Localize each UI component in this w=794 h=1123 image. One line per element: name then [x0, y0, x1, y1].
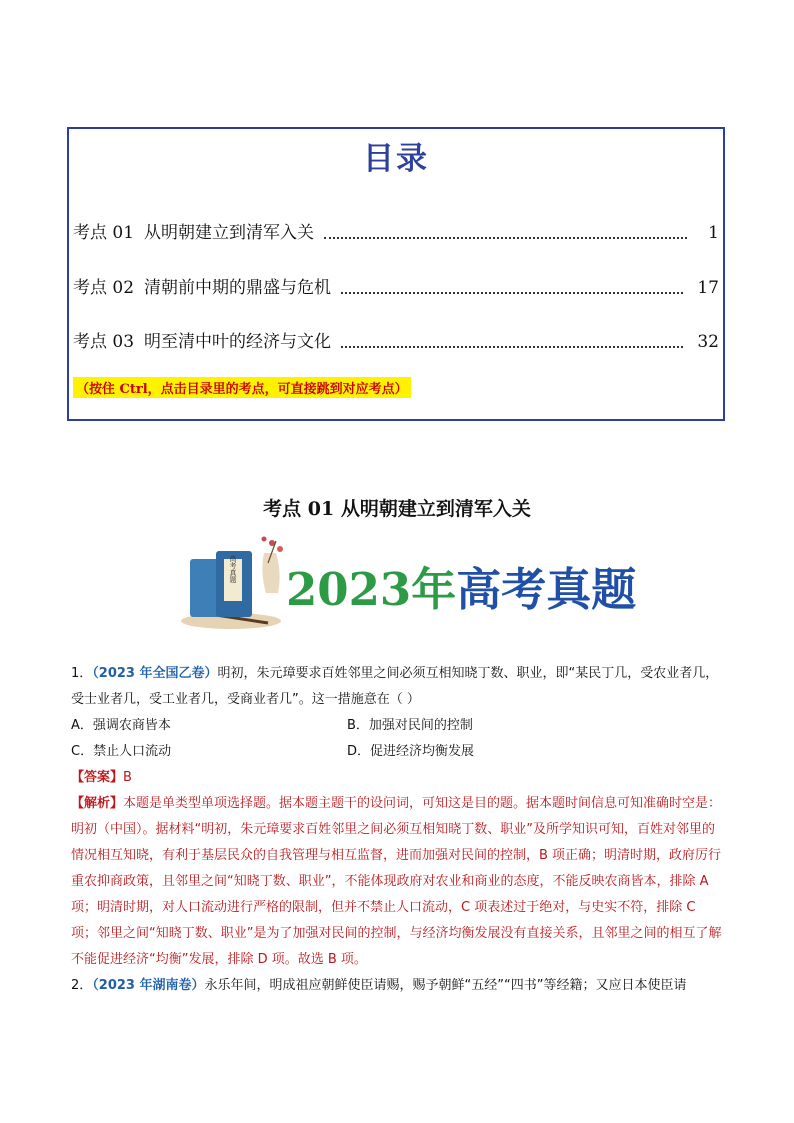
- toc-item-number: 考点 01: [73, 223, 135, 243]
- toc-leader-dots: [341, 292, 683, 294]
- toc-item-2[interactable]: [73, 272, 719, 298]
- book-label: 高考真题: [229, 555, 237, 583]
- question-number: 1．: [71, 666, 93, 681]
- question-1-stem: [71, 661, 723, 713]
- toc-item-title: 清朝前中期的鼎盛与危机: [144, 278, 332, 298]
- banner-exam: 高考真题: [456, 563, 637, 616]
- toc-title: 目录: [363, 141, 429, 177]
- question-source: （2023 年湖南卷）: [92, 978, 205, 993]
- banner-year: 2023年: [286, 563, 457, 616]
- question-2-stem: [71, 973, 723, 999]
- toc-leader-dots: [324, 237, 687, 239]
- toc-instruction-note: （按住 Ctrl，点击目录里的考点，可直接跳到对应考点）: [73, 377, 411, 398]
- toc-item-page: 17: [697, 278, 719, 298]
- question-text: 永乐年间，明成祖应朝鲜使臣请赐，赐予朝鲜“五经”“四书”等经籍；又应日本使臣请: [204, 978, 687, 993]
- toc-item-number: 考点 03: [73, 332, 135, 352]
- question-content: [71, 661, 723, 999]
- toc-box: [67, 127, 725, 421]
- toc-item-page: 32: [697, 332, 719, 352]
- toc-item-1[interactable]: [73, 217, 719, 243]
- options-row-1: [71, 713, 723, 739]
- toc-item-title: 明至清中叶的经济与文化: [144, 332, 332, 352]
- analysis-tag: 【解析】: [71, 796, 124, 811]
- books-icon: [176, 533, 296, 633]
- toc-item-3[interactable]: [73, 326, 719, 352]
- question-source: （2023 年全国乙卷）: [92, 666, 218, 681]
- question-number: 2．: [71, 978, 93, 993]
- analysis-text: 本题是单类型单项选择题。据本题主题干的设问词，可知这是目的题。据本题时间信息可知准确时空是：明初（中国）。据材料“明初，朱元璋要求百姓邻里之间必须互相知晓丁数、职业”及所学知识可知，百姓对邻里的情况相互知晓，有利于基层民众的自我管理与相互监督，进而加强对民间的控制，B 项正确；明清时期，政府厉行重农抑商政策，且邻里之间“知晓丁数、职业”，不能体现政府对农业和商业的态度，不能反映农商皆本，排除 A 项；明清时期，对人口流动进行严格的限制，但并不禁止人口流动，C 项表述过于绝对，与史实不符，排除 C 项；邻里之间“知晓丁数、职业”是为了加强对民间的控制，与经济均衡发展没有直接关系，且邻里之间的相互了解不能促进经济“均衡”发展，排除 D 项。故选 B 项。: [71, 796, 722, 967]
- toc-leader-dots: [341, 346, 683, 348]
- options-row-2: [71, 739, 723, 765]
- toc-item-title: 从明朝建立到清军入关: [144, 223, 315, 243]
- toc-item-page: 1: [708, 223, 719, 243]
- option-d[interactable]: D．促进经济均衡发展: [347, 744, 475, 759]
- option-b[interactable]: B．加强对民间的控制: [347, 718, 473, 733]
- option-a[interactable]: A．强调农商皆本: [71, 718, 171, 733]
- exam-banner: [176, 533, 637, 633]
- toc-item-number: 考点 02: [73, 278, 135, 298]
- option-c[interactable]: C．禁止人口流动: [71, 744, 172, 759]
- section-heading: 考点 01 从明朝建立到清军入关: [263, 498, 531, 520]
- answer-value: B: [123, 770, 132, 785]
- question-text: 明初，朱元璋要求百姓邻里之间必须互相知晓丁数、职业，即“某民丁几，受农业者几，受士业者几，受工业者几，受商业者几”。这一措施意在（ ）: [71, 666, 719, 707]
- answer-line: [71, 765, 723, 791]
- answer-tag: 【答案】: [71, 770, 124, 785]
- analysis-paragraph: [71, 791, 723, 973]
- banner-title: [286, 553, 636, 618]
